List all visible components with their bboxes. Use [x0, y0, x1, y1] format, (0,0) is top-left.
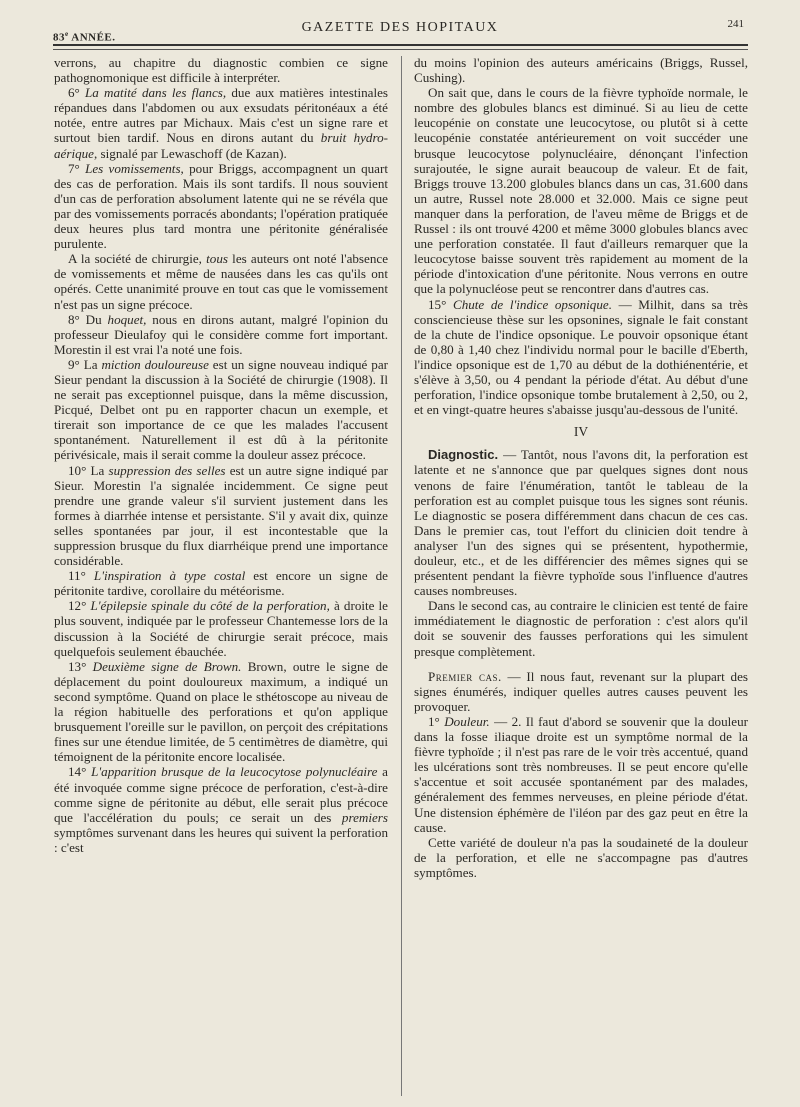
journal-title: GAZETTE DES HOPITAUX: [301, 20, 499, 35]
paragraph-pain: 1° Douleur. — 2. Il faut d'abord se souvenir que la douleur dans la fosse iliaque droite est un symptôme normal de la fièvre typhoïde ; il n'est pas rare de le voir très accentué, quand les ulcérations sont très nombreuses. Il se peut encore qu'elle s'accentue et soit accusée spontanément par des malades, généralement des femmes nerveuses, en pleine période d'état. Une distension éphémère de l'iléon par des gaz peut en être la cause.: [414, 713, 748, 835]
paragraph: Dans le second cas, au contraire le clinicien est tenté de faire immédiatement le diagnostic de perforation : c'est alors qu'il doit se souvenir des fausses perforations qui les simulent presque complètement.: [414, 598, 748, 659]
sign-title: Les vomissements,: [85, 160, 184, 176]
paragraph: du moins l'opinion des auteurs américains (Briggs, Russel, Cushing).: [414, 55, 748, 86]
paragraph-sign-10: 10° La suppression des selles est un autre signe indiqué par Sieur. Morestin l'a signalée incidemment. Ce signe peut prendre une grande valeur s'il survient justement dans les formes à diarrhée intense et persistante. S'il y avait dix, quinze selles spontanées par jour, il est incontestable que la suppression brusque du flux diarrhéique prend une importance considérable.: [54, 462, 389, 569]
paragraph-sign-9: 9° La miction douloureuse est un signe nouveau indiqué par Sieur pendant la discussion à la Société de chirurgie (1908). Il ne serait pas exceptionnel puisque, dans la même discussion, Picqué, Delbet ont pu en rapporter chacun un exemple, et tirerait son importance de ce que les malades l'accusent spontanément. Naturellement il est dû à la péritonite périvésicale, mais il serait comme la douleur assez précoce.: [54, 356, 388, 463]
header-rule-thin: [53, 49, 748, 50]
paragraph-sign-8: 8° Du hoquet, nous en dirons autant, malgré l'opinion du professeur Dieulafoy qui le considère comme fort important. Morestin il est vrai l'a noté une fois.: [54, 311, 388, 357]
sign-title: suppression des selles: [108, 462, 226, 478]
sign-title: miction douloureuse: [101, 356, 209, 372]
sign-title: Deuxième signe de Brown.: [92, 658, 242, 674]
column-divider: [401, 56, 402, 1096]
page-number: 241: [727, 18, 744, 30]
header-rule-thick: [53, 44, 748, 46]
paragraph-sign-11: 11° L'inspiration à type costal est encore un signe de péritonite tardive, corollaire du météorisme.: [54, 568, 388, 599]
paragraph: A la société de chirurgie, tous les auteurs ont noté l'absence de vomissements et même de nausées dans les cas qu'ils ont opérés. Cette unanimité prouve en tout cas que le vomissement n'est pas un signe précoce.: [54, 251, 389, 312]
paragraph-first-case: Premier cas. — Il nous faut, revenant sur la plupart des signes énumérés, indiquer quelles autres causes peuvent les provoquer.: [414, 668, 748, 714]
paragraph: Cette variété de douleur n'a pas la soudaineté de la douleur de la perforation, et elle ne s'accompagne pas d'autres symptômes.: [414, 834, 748, 880]
paragraph-diagnostic: Diagnostic. — Tantôt, nous l'avons dit, la perforation est latente et ne s'annonce que par quelques signes dont nous venons de faire l'énumération, tantôt le tableau de la perforation est au complet puisque tous les signes sont réunis. Le diagnostic se posera différemment dans chacun de ces cas. Dans le premier cas, tout l'effort du clinicien doit tendre à analyser l'un des signes qui se présentent, hypothermie, douleur, etc., et de les différencier des mêmes signes qui se présentent pendant la fièvre typhoïde sous l'influence d'autres causes nombreuses.: [414, 447, 748, 599]
paragraph: verrons, au chapitre du diagnostic combien ce signe pathognomonique est difficile à interpréter.: [54, 55, 388, 86]
sign-title: L'inspiration à type costal: [93, 568, 246, 584]
paragraph: On sait que, dans le cours de la fièvre typhoïde normale, le nombre des globules blancs est diminué. Si au lieu de cette leucopénie on constate une leucocytose, ou plutôt si à cette leucopénie constatée antérieurement on voit succéder une brusque leucocytose polynucléaire, dénonçant l'infection surajoutée, le signe aurait beaucoup de valeur. Et de fait, Briggs trouve 13.200 globules blancs dans un cas, 31.600 dans un autre, Russel note 28.000 et 32.000. Mais ce signe peut manquer dans la perforation, de l'aveu même de Briggs et de Russel : ils ont trouvé 4200 et même 3000 globules blancs avec une perforation constatée. Il faut d'ailleurs remarquer que la leucocytose baisse souvent très rapidement au moment de la période d'intoxication d'une péritonite. Nous verrons en outre que la polynucléose peut se rencontrer dans d'autres cas.: [414, 85, 748, 297]
sign-title: hoquet,: [107, 311, 147, 327]
paragraph-sign-7: 7° Les vomissements, pour Briggs, accompagnent un quart des cas de perforation. Mais ils sont tardifs. Il nous souvient d'un cas de perforation absolument latente qui ne se révéla que par des vomissements porracés abondants; l'opération pratiquée deux heures plus tard montra une péritonite généralisée purulente.: [54, 160, 388, 252]
sign-title: L'épilepsie spinale du côté de la perforation,: [90, 598, 330, 614]
spacer: [414, 659, 748, 669]
right-column: [414, 55, 748, 880]
diagnostic-heading: Diagnostic.: [428, 447, 499, 463]
issue-superscript: e: [65, 30, 69, 38]
section-heading: IV: [573, 424, 589, 440]
sign-title: La matité dans les flancs,: [85, 85, 227, 101]
paragraph-sign-15: 15° Chute de l'indice opsonique. — Milhit, dans sa très consciencieuse thèse sur les opsonines, signale le fait constant de la chute de l'indice opsonique. Le pouvoir opsonique étant de 0,80 à 1,40 chez l'individu normal pour le bacille d'Eberth, l'indice opsonique est de 1,70 au début de la dothiénentérie, et s'élève à 3,50, ou 4 pendant la période d'état. Au début d'une perforation, l'indice opsonique tombe brutalement à 2,50, ou 2, et en vingt-quatre heures s'abaisse jusqu'au-dessous de l'unité.: [414, 296, 748, 418]
issue-number: 83: [53, 31, 65, 44]
first-case-heading: Premier cas.: [428, 668, 502, 684]
issue-word: ANNÉE.: [71, 31, 116, 44]
sign-title: Douleur.: [444, 713, 490, 729]
paragraph-sign-14: 14° L'apparition brusque de la leucocytose polynucléaire a été invoquée comme signe précoce de perforation, c'est-à-dire comme signe de péritonite au début, elle serait plus précoce que l'accélération du pouls; ce serait un des premiers symptômes survenant dans les heures qui suivent la perforation : c'est: [54, 764, 388, 855]
paragraph-sign-12: 12° L'épilepsie spinale du côté de la perforation, à droite le plus souvent, indiquée par le professeur Chantemesse lors de la discussion à la Société de chirurgie serait précoce, mais quelquefois seulement ébauchée.: [54, 598, 388, 659]
sign-title: Chute de l'indice opsonique.: [452, 296, 612, 312]
left-column: [54, 55, 388, 855]
paragraph-sign-6: 6° La matité dans les flancs, due aux matières intestinales répandues dans l'abdomen ou aux exsudats péritonéaux a été notée, entre autres par Michaux. Mais c'est un signe rare et surtout bien tardif. Nous en dirons autant du bruit hydro-aérique, signalé par Lewaschoff (de Kazan).: [54, 85, 388, 161]
sign-title: L'apparition brusque de la leucocytose polynucléaire: [91, 764, 378, 780]
paragraph-sign-13: 13° Deuxième signe de Brown. Brown, outre le signe de déplacement du point douloureux maximum, a indiqué un second symptôme. Quand on place le sthétoscope au niveau de la région habituelle des perforations et qu'on applique brusquement l'oreille sur le pavillon, on perçoit des crépitations fines sur une étendue limitée, de 5 centimètres de diamètre, qui témoignent de la péritonite encore localisée.: [54, 658, 388, 765]
